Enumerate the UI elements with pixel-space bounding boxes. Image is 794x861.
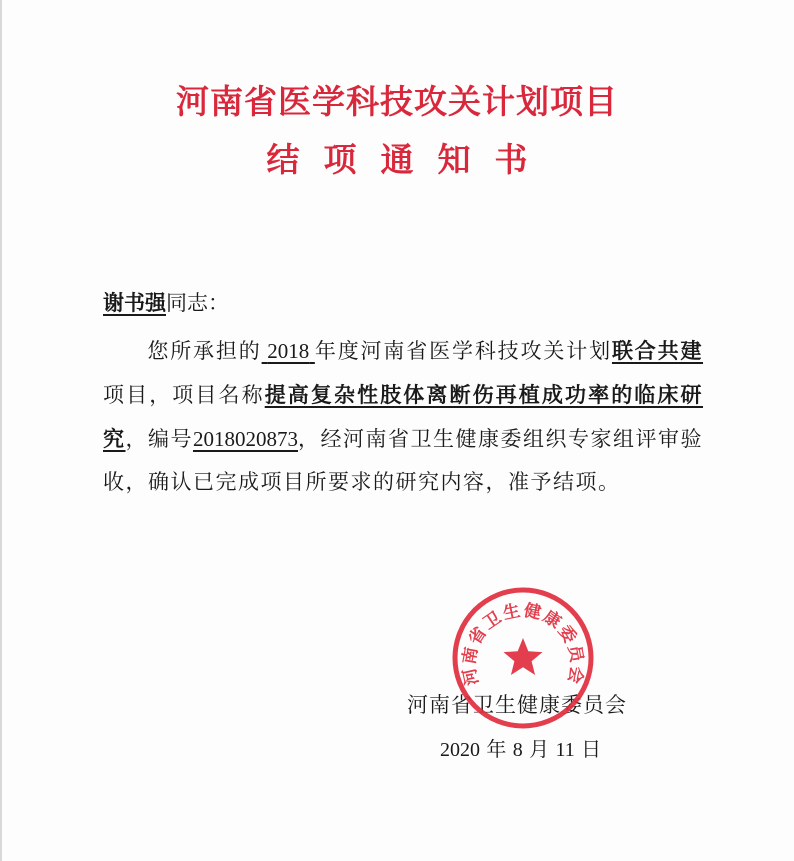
seal-text: 河南省卫生健康委员会 bbox=[459, 600, 587, 688]
body-segment: 年度河南省医学科技攻关计划 bbox=[314, 339, 612, 363]
salutation bbox=[103, 281, 703, 325]
official-seal bbox=[451, 586, 595, 730]
page-edge bbox=[0, 0, 2, 861]
project-name: 提高复杂性肢体离断伤再植成功率的临床研究 bbox=[103, 382, 704, 451]
issue-date: 2020 年 8 月 11 日 bbox=[440, 737, 602, 761]
recipient-name: 谢书强 bbox=[103, 290, 166, 315]
body-segment: 您所承担的 bbox=[147, 339, 262, 363]
issuer-name: 河南省卫生健康委员会 bbox=[407, 693, 627, 717]
body-segment: ，经河南省卫生健康委组织专家组评审验收，确认已完成项目所要求的研究内容，准予结项。 bbox=[103, 427, 703, 494]
body-segment: 项目，项目名称 bbox=[103, 383, 265, 407]
document-title: 河南省医学科技攻关计划项目 bbox=[176, 82, 618, 121]
body-segment: ，编号 bbox=[125, 427, 193, 451]
project-type: 联合共建 bbox=[611, 338, 704, 363]
project-number: 2018020873 bbox=[193, 427, 298, 451]
project-year: 2018 bbox=[267, 339, 310, 363]
salutation-suffix: 同志： bbox=[166, 291, 229, 315]
document-subtitle: 结项通知书 bbox=[266, 140, 552, 179]
star-icon bbox=[504, 638, 543, 675]
notice-body bbox=[103, 329, 703, 504]
